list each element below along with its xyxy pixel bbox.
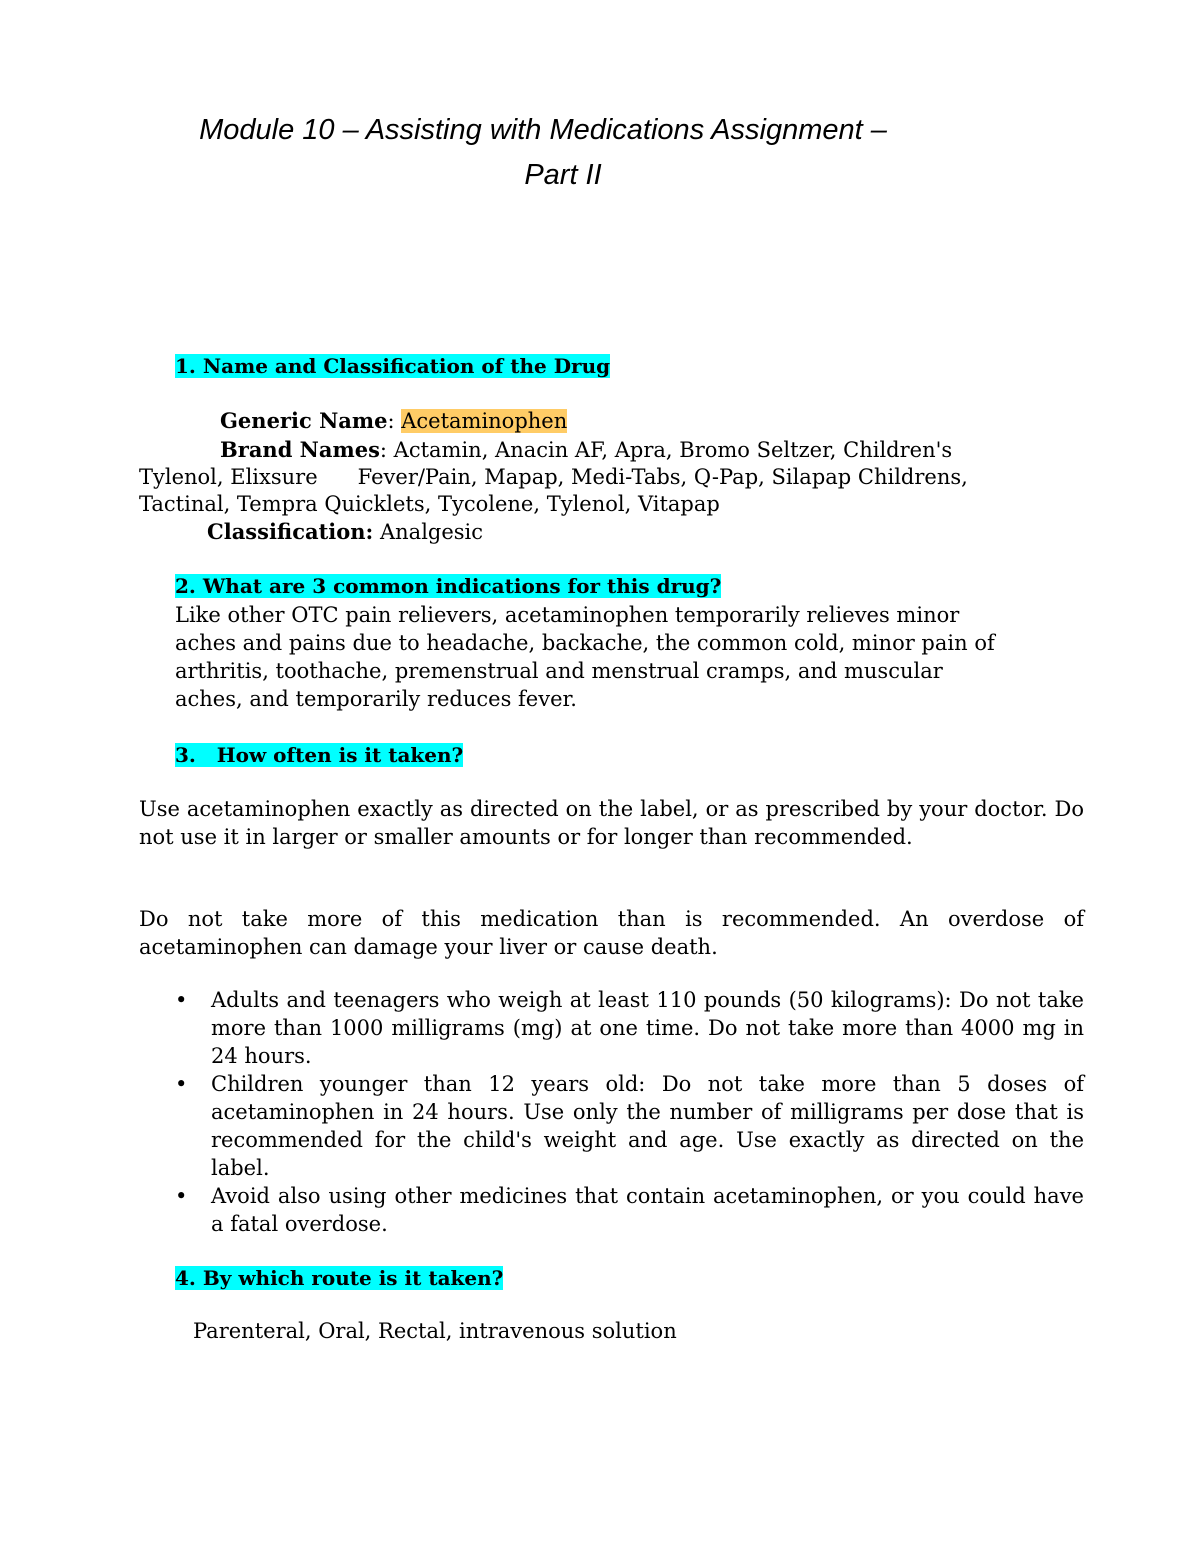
list-item xyxy=(174,1070,1084,1182)
section2-heading-text: 2. What are 3 common indications for this drug? xyxy=(175,574,722,598)
bullet-text: Children younger than 12 years old: Do not take more than 5 doses of acetaminophen in 24 hours. Use only the number of milligrams per dose that is recommended for the child's weight and age. Use exactly as directed on the label. xyxy=(211,1072,1084,1180)
indications-line4: aches, and temporarily reduces fever. xyxy=(175,687,577,711)
indications-line2: aches and pains due to headache, backache, the common cold, minor pain of xyxy=(175,631,995,655)
section4-heading-text: 4. By which route is it taken? xyxy=(175,1266,504,1290)
section1-heading xyxy=(175,354,610,378)
brand-names-label: Brand Names xyxy=(220,437,380,462)
frequency-paragraph-2: Do not take more of this medication than is recommended. An overdose of acetaminophen can damage your liver or cause death. xyxy=(139,907,1084,959)
dosage-bullet-list xyxy=(174,986,1084,1238)
list-item xyxy=(174,986,1084,1070)
bullet-icon: • xyxy=(175,1072,188,1096)
list-item xyxy=(174,1182,1084,1238)
document-title-line1: Module 10 – Assisting with Medications Assignment – xyxy=(199,114,887,146)
section3-heading-text: 3. How often is it taken? xyxy=(175,743,464,767)
document-title-line2: Part II xyxy=(524,159,602,191)
generic-name-colon: : xyxy=(387,409,402,433)
section4-heading xyxy=(175,1266,503,1290)
classification-label: Classification: xyxy=(207,519,374,544)
section1-heading-text: 1. Name and Classification of the Drug xyxy=(175,354,611,378)
section2-heading xyxy=(175,574,721,598)
classification-line xyxy=(207,519,483,544)
classification-value: Analgesic xyxy=(379,520,484,544)
brand-names-line2: Tylenol, Elixsure Fever/Pain, Mapap, Medi-Tabs, Q-Pap, Silapap Childrens, xyxy=(139,465,968,489)
indications-line3: arthritis, toothache, premenstrual and menstrual cramps, and muscular xyxy=(175,659,943,683)
bullet-icon: • xyxy=(175,1184,188,1208)
brand-names-line3: Tactinal, Tempra Quicklets, Tycolene, Tylenol, Vitapap xyxy=(139,492,720,516)
generic-name-line xyxy=(220,408,567,433)
frequency-paragraph-1: Use acetaminophen exactly as directed on the label, or as prescribed by your doctor. Do not use it in larger or smaller amounts or for longer than recommended. xyxy=(139,797,1084,849)
section3-heading xyxy=(175,743,463,767)
generic-name-value: Acetaminophen xyxy=(401,409,568,433)
bullet-text: Adults and teenagers who weigh at least 110 pounds (50 kilograms): Do not take more than 1000 milligrams (mg) at one time. Do not take more than 4000 mg in 24 hours. xyxy=(211,988,1084,1068)
bullet-icon: • xyxy=(175,988,188,1012)
brand-names-line1 xyxy=(220,437,952,462)
brand-names-colon: : xyxy=(379,438,394,462)
brand-names-text1: Actamin, Anacin AF, Apra, Bromo Seltzer, Children's xyxy=(393,438,953,462)
indications-line1: Like other OTC pain relievers, acetaminophen temporarily relieves minor xyxy=(175,603,960,627)
generic-name-label: Generic Name xyxy=(220,408,388,433)
route-answer: Parenteral, Oral, Rectal, intravenous solution xyxy=(193,1319,677,1343)
bullet-text: Avoid also using other medicines that contain acetaminophen, or you could have a fatal overdose. xyxy=(211,1184,1084,1236)
